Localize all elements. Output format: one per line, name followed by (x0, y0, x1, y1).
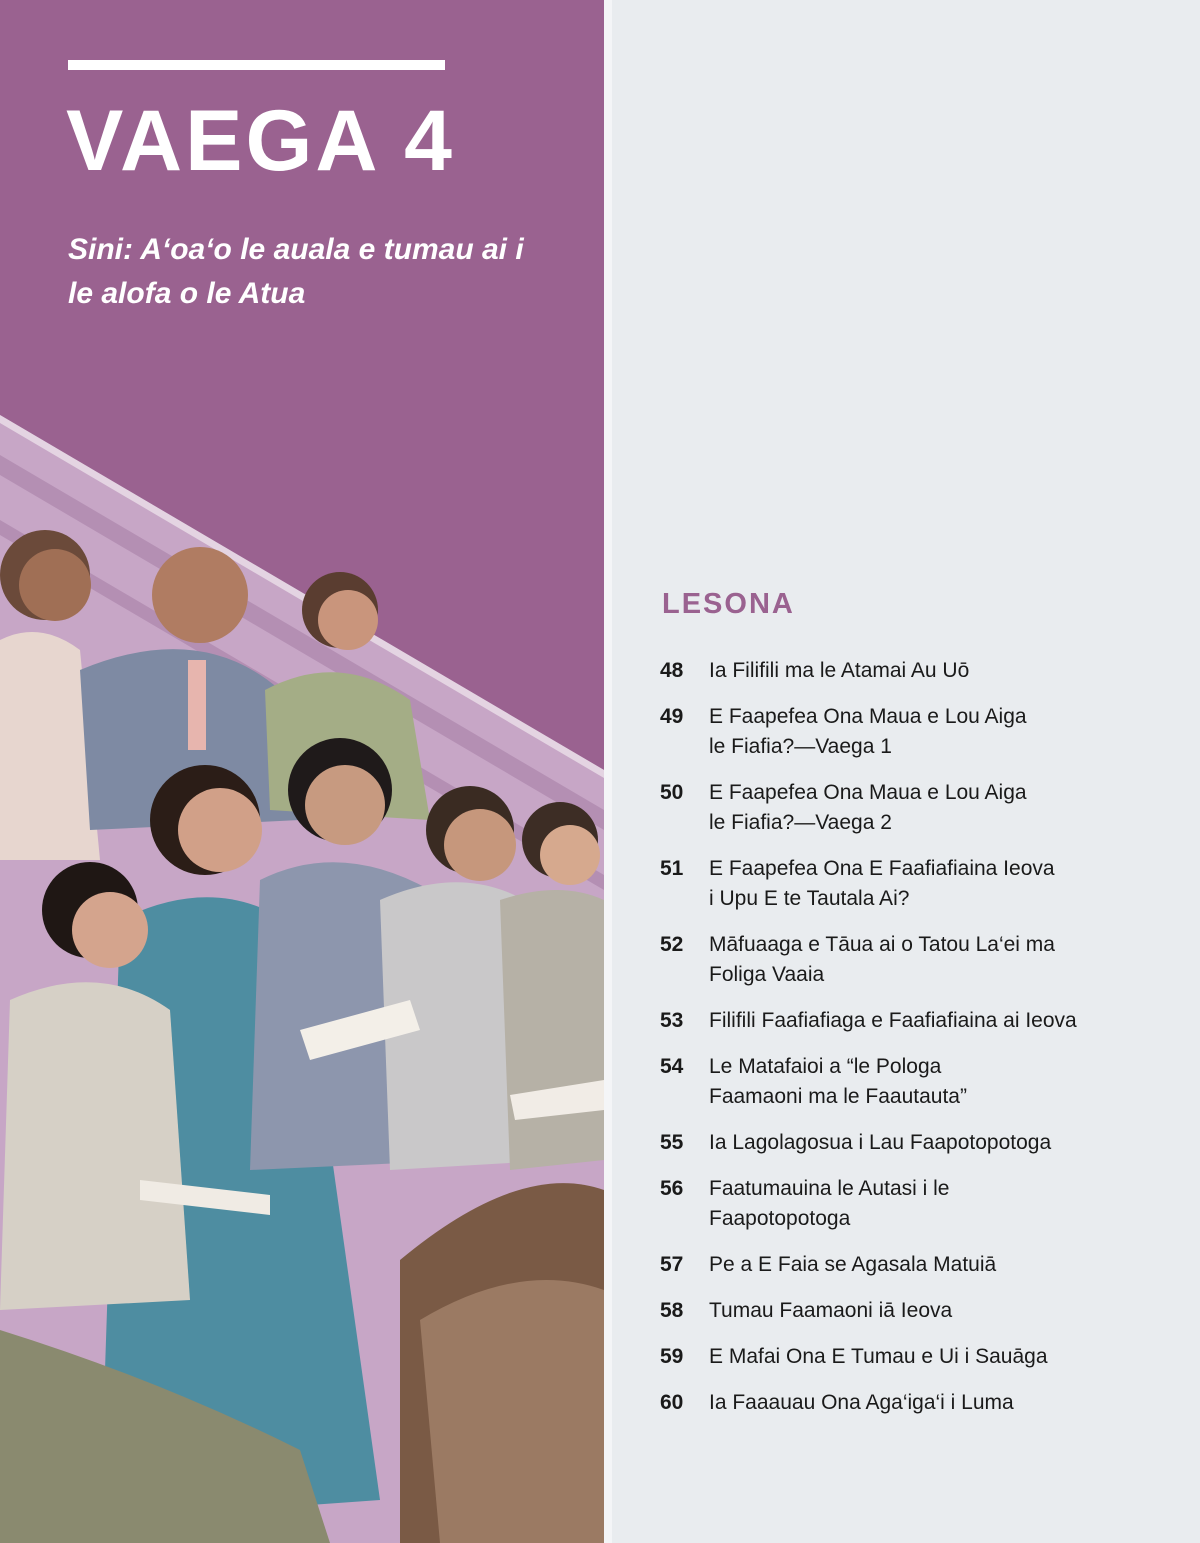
lesson-title: E Faapefea Ona Maua e Lou Aiga le Fiafia?—Vaega 1 (709, 705, 1027, 758)
lesson-number: 50 (660, 781, 684, 804)
lesson-item[interactable] (660, 656, 1180, 686)
lesson-item[interactable] (660, 1174, 1180, 1234)
lesson-number: 52 (660, 933, 684, 956)
lesson-title: Ia Lagolagosua i Lau Faapotopotoga (709, 1131, 1052, 1154)
lessons-panel (612, 0, 1200, 1543)
lesson-item[interactable] (660, 854, 1180, 914)
lesson-number: 56 (660, 1177, 684, 1200)
lesson-item[interactable] (660, 1296, 1180, 1326)
lesson-title: Faatumauina le Autasi i le Faapotopotoga (709, 1177, 950, 1230)
part-subtitle: Sini: A‘oa‘o le auala e tumau ai i le alofa o le Atua (68, 233, 524, 310)
lesson-title: E Faapefea Ona Maua e Lou Aiga le Fiafia?—Vaega 2 (709, 781, 1027, 834)
lesson-title: E Mafai Ona E Tumau e Ui i Sauāga (709, 1345, 1048, 1368)
title-rule (68, 60, 445, 70)
lesson-number: 60 (660, 1391, 684, 1414)
lesson-item[interactable] (660, 1250, 1180, 1280)
lesson-item[interactable] (660, 1388, 1180, 1418)
lesson-item[interactable] (660, 778, 1180, 838)
lessons-heading: LESONA (662, 588, 795, 620)
lesson-item[interactable] (660, 1128, 1180, 1158)
lesson-title: Le Matafaioi a “le Pologa Faamaoni ma le Faautauta” (709, 1055, 967, 1108)
lesson-item[interactable] (660, 1006, 1180, 1036)
lesson-title: Pe a E Faia se Agasala Matuiā (709, 1253, 997, 1276)
lesson-title: Filifili Faafiafiaga e Faafiafiaina ai Ieova (709, 1009, 1077, 1032)
lesson-number: 48 (660, 659, 684, 682)
part-title: VAEGA 4 (66, 93, 455, 189)
lesson-item[interactable] (660, 702, 1180, 762)
lesson-list (660, 656, 1180, 1434)
lesson-item[interactable] (660, 1052, 1180, 1112)
lesson-item[interactable] (660, 1342, 1180, 1372)
lesson-number: 54 (660, 1055, 684, 1078)
page-divider (604, 0, 612, 1543)
lesson-title: Ia Faaauau Ona Aga‘iga‘i i Luma (709, 1391, 1014, 1414)
lesson-number: 53 (660, 1009, 684, 1032)
lesson-title: Māfuaaga e Tāua ai o Tatou La‘ei ma Foliga Vaaia (709, 933, 1055, 986)
lesson-title: Ia Filifili ma le Atamai Au Uō (709, 659, 970, 682)
lesson-title: Tumau Faamaoni iā Ieova (709, 1299, 953, 1322)
lesson-title: E Faapefea Ona E Faafiafiaina Ieova i Upu E te Tautala Ai? (709, 857, 1055, 910)
lesson-number: 55 (660, 1131, 684, 1154)
lesson-number: 49 (660, 705, 684, 728)
lesson-item[interactable] (660, 930, 1180, 990)
lesson-number: 57 (660, 1253, 684, 1276)
lesson-number: 59 (660, 1345, 684, 1368)
lesson-number: 58 (660, 1299, 684, 1322)
lesson-number: 51 (660, 857, 684, 880)
